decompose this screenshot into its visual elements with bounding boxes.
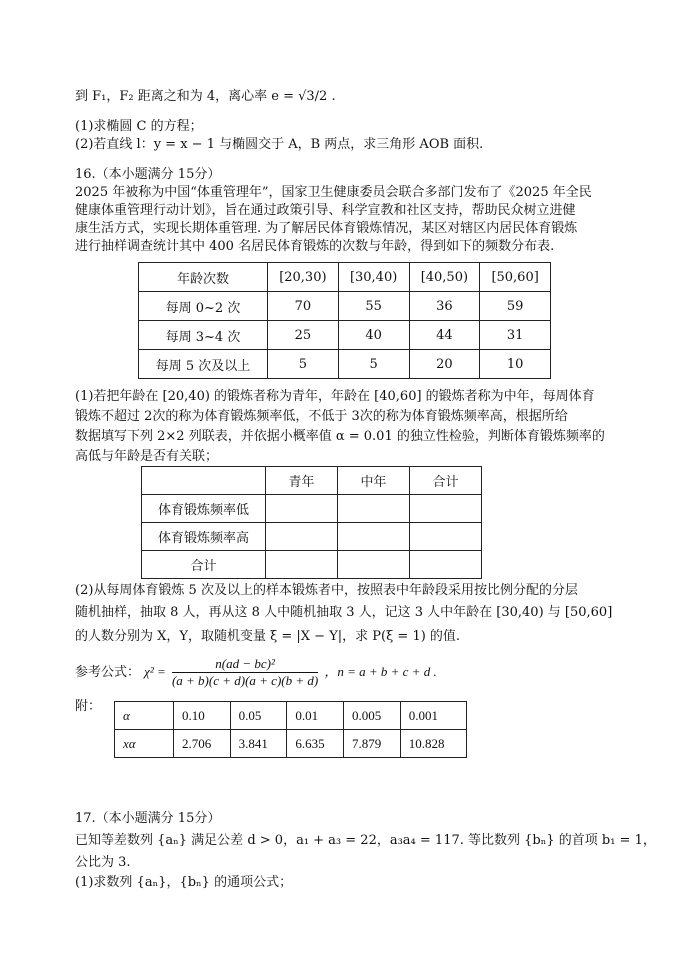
table-row bbox=[139, 321, 551, 350]
table-cell: 55 bbox=[338, 292, 409, 321]
p16-question-2-line: 的人数分别为 X，Y，取随机变量 ξ = |X − Y|，求 P(ξ = 1) 的值. bbox=[75, 629, 461, 644]
table-header-cell: 中年 bbox=[338, 467, 410, 495]
table-cell: 59 bbox=[480, 292, 551, 321]
p16-question-1-line: (1)若把年龄在 [20,40) 的锻炼者称为青年，年龄在 [40,60] 的锻炼者称为中年，每周体育 bbox=[75, 389, 595, 404]
contingency-table bbox=[141, 466, 482, 579]
table-cell: 7.879 bbox=[344, 730, 401, 758]
table-cell: 44 bbox=[409, 321, 480, 350]
table-header-cell: [30,40) bbox=[338, 263, 409, 292]
table-cell: 10 bbox=[480, 350, 551, 379]
table-cell: 体育锻炼频率低 bbox=[142, 495, 266, 523]
table-cell: 5 bbox=[268, 350, 339, 379]
table-cell: 每周 3~4 次 bbox=[139, 321, 268, 350]
formula-chi: χ² = bbox=[144, 664, 166, 679]
table-cell: 31 bbox=[480, 321, 551, 350]
p16-question-1-line: 高低与年龄是否有关联； bbox=[75, 449, 219, 464]
p17-line: 公比为 3. bbox=[75, 855, 131, 870]
table-cell: 25 bbox=[268, 321, 339, 350]
table-cell: 0.005 bbox=[344, 702, 401, 730]
table-row bbox=[142, 495, 482, 523]
p16-question-2-line: 随机抽样，抽取 8 人，再从这 8 人中随机抽取 3 人，记这 3 人中年龄在 [30,40) 与 [50,60] bbox=[75, 605, 613, 620]
table-cell: 6.635 bbox=[287, 730, 344, 758]
table-cell bbox=[410, 495, 482, 523]
table-cell: 20 bbox=[409, 350, 480, 379]
p16-question-2-line: (2)从每周体育锻炼 5 次及以上的样本锻炼者中，按照表中年龄段采用按比例分配的分层 bbox=[75, 583, 578, 598]
table-row bbox=[142, 523, 482, 551]
table-cell: 2.706 bbox=[174, 730, 231, 758]
p16-question-1-line: 数据填写下列 2×2 列联表，并依据小概率值 α = 0.01 的独立性检验，判断体育锻炼频率的 bbox=[75, 429, 605, 444]
table-cell bbox=[410, 551, 482, 579]
formula-denominator: (a + b)(c + d)(a + c)(b + d) bbox=[171, 673, 319, 688]
table-cell bbox=[266, 551, 338, 579]
table-cell bbox=[338, 551, 410, 579]
table-header-cell: [40,50) bbox=[409, 263, 480, 292]
appendix-label: 附： bbox=[75, 699, 102, 714]
table-cell: 5 bbox=[338, 350, 409, 379]
table-header-row bbox=[139, 263, 551, 292]
table-header-cell bbox=[142, 467, 266, 495]
p17-question-1: (1)求数列 {aₙ}，{bₙ} 的通项公式； bbox=[75, 875, 293, 890]
p16-question-1-line: 锻炼不超过 2次的称为体育锻炼频率低，不低于 3次的称为体育锻炼频率高，根据所给 bbox=[75, 409, 568, 424]
table-cell: 体育锻炼频率高 bbox=[142, 523, 266, 551]
table-row bbox=[115, 730, 467, 758]
table-cell: 10.828 bbox=[400, 730, 466, 758]
table-cell bbox=[338, 495, 410, 523]
table-header-cell: 青年 bbox=[266, 467, 338, 495]
table-cell: α bbox=[115, 702, 174, 730]
table-row bbox=[139, 292, 551, 321]
table-header-cell: 合计 bbox=[410, 467, 482, 495]
p17-line: 已知等差数列 {aₙ} 满足公差 d > 0，a₁ + a₃ = 22，a₃a₄ = 117. 等比数列 {bₙ} 的首项 b₁ = 1， bbox=[75, 833, 656, 848]
table-cell: 3.841 bbox=[230, 730, 287, 758]
table-cell: 40 bbox=[338, 321, 409, 350]
formula-fraction bbox=[172, 656, 318, 689]
p15-question-1: (1)求椭圆 C 的方程； bbox=[75, 119, 203, 134]
table-row bbox=[139, 350, 551, 379]
p17-heading: 17.（本小题满分 15分） bbox=[75, 811, 221, 826]
table-cell bbox=[266, 495, 338, 523]
formula-label: 参考公式： bbox=[75, 665, 141, 680]
critical-value-table bbox=[114, 701, 467, 758]
p16-para-line: 进行抽样调查统计其中 400 名居民体育锻炼的次数与年龄，得到如下的频数分布表. bbox=[75, 239, 555, 254]
formula-tail: ，n = a + b + c + d . bbox=[324, 664, 437, 679]
table-cell: 0.01 bbox=[287, 702, 344, 730]
table-cell: 每周 0~2 次 bbox=[139, 292, 268, 321]
table-row bbox=[115, 702, 467, 730]
p16-para-line: 2025 年被称为中国“体重管理年”，国家卫生健康委员会联合多部门发布了《2025 年全民 bbox=[75, 185, 592, 200]
table-cell bbox=[410, 523, 482, 551]
frequency-table bbox=[138, 262, 551, 379]
table-header-cell: [20,30) bbox=[268, 263, 339, 292]
table-cell: 每周 5 次及以上 bbox=[139, 350, 268, 379]
table-cell: 0.001 bbox=[400, 702, 466, 730]
table-cell bbox=[338, 523, 410, 551]
p16-para-line: 康生活方式，实现长期体重管理. 为了解居民体育锻炼情况，某区对辖区内居民体育锻炼 bbox=[75, 221, 578, 236]
table-cell: 合计 bbox=[142, 551, 266, 579]
table-cell bbox=[266, 523, 338, 551]
table-cell: xα bbox=[115, 730, 174, 758]
formula-numerator: n(ad − bc)² bbox=[172, 656, 318, 673]
table-header-cell: 年龄次数 bbox=[139, 263, 268, 292]
table-header-cell: [50,60] bbox=[480, 263, 551, 292]
ellipse-condition-line: 到 F₁，F₂ 距离之和为 4，离心率 e = √3/2 . bbox=[75, 89, 336, 104]
table-cell: 0.10 bbox=[174, 702, 231, 730]
reference-formula bbox=[75, 654, 437, 691]
table-row bbox=[142, 551, 482, 579]
table-cell: 0.05 bbox=[230, 702, 287, 730]
p15-question-2: (2)若直线 l：y = x − 1 与椭圆交于 A，B 两点，求三角形 AOB 面积. bbox=[75, 137, 484, 152]
table-header-row bbox=[142, 467, 482, 495]
p16-para-line: 健康体重管理行动计划》，旨在通过政策引导、科学宣教和社区支持，帮助民众树立进健 bbox=[75, 203, 576, 218]
table-cell: 70 bbox=[268, 292, 339, 321]
table-cell: 36 bbox=[409, 292, 480, 321]
p16-heading: 16.（本小题满分 15分） bbox=[75, 167, 221, 182]
